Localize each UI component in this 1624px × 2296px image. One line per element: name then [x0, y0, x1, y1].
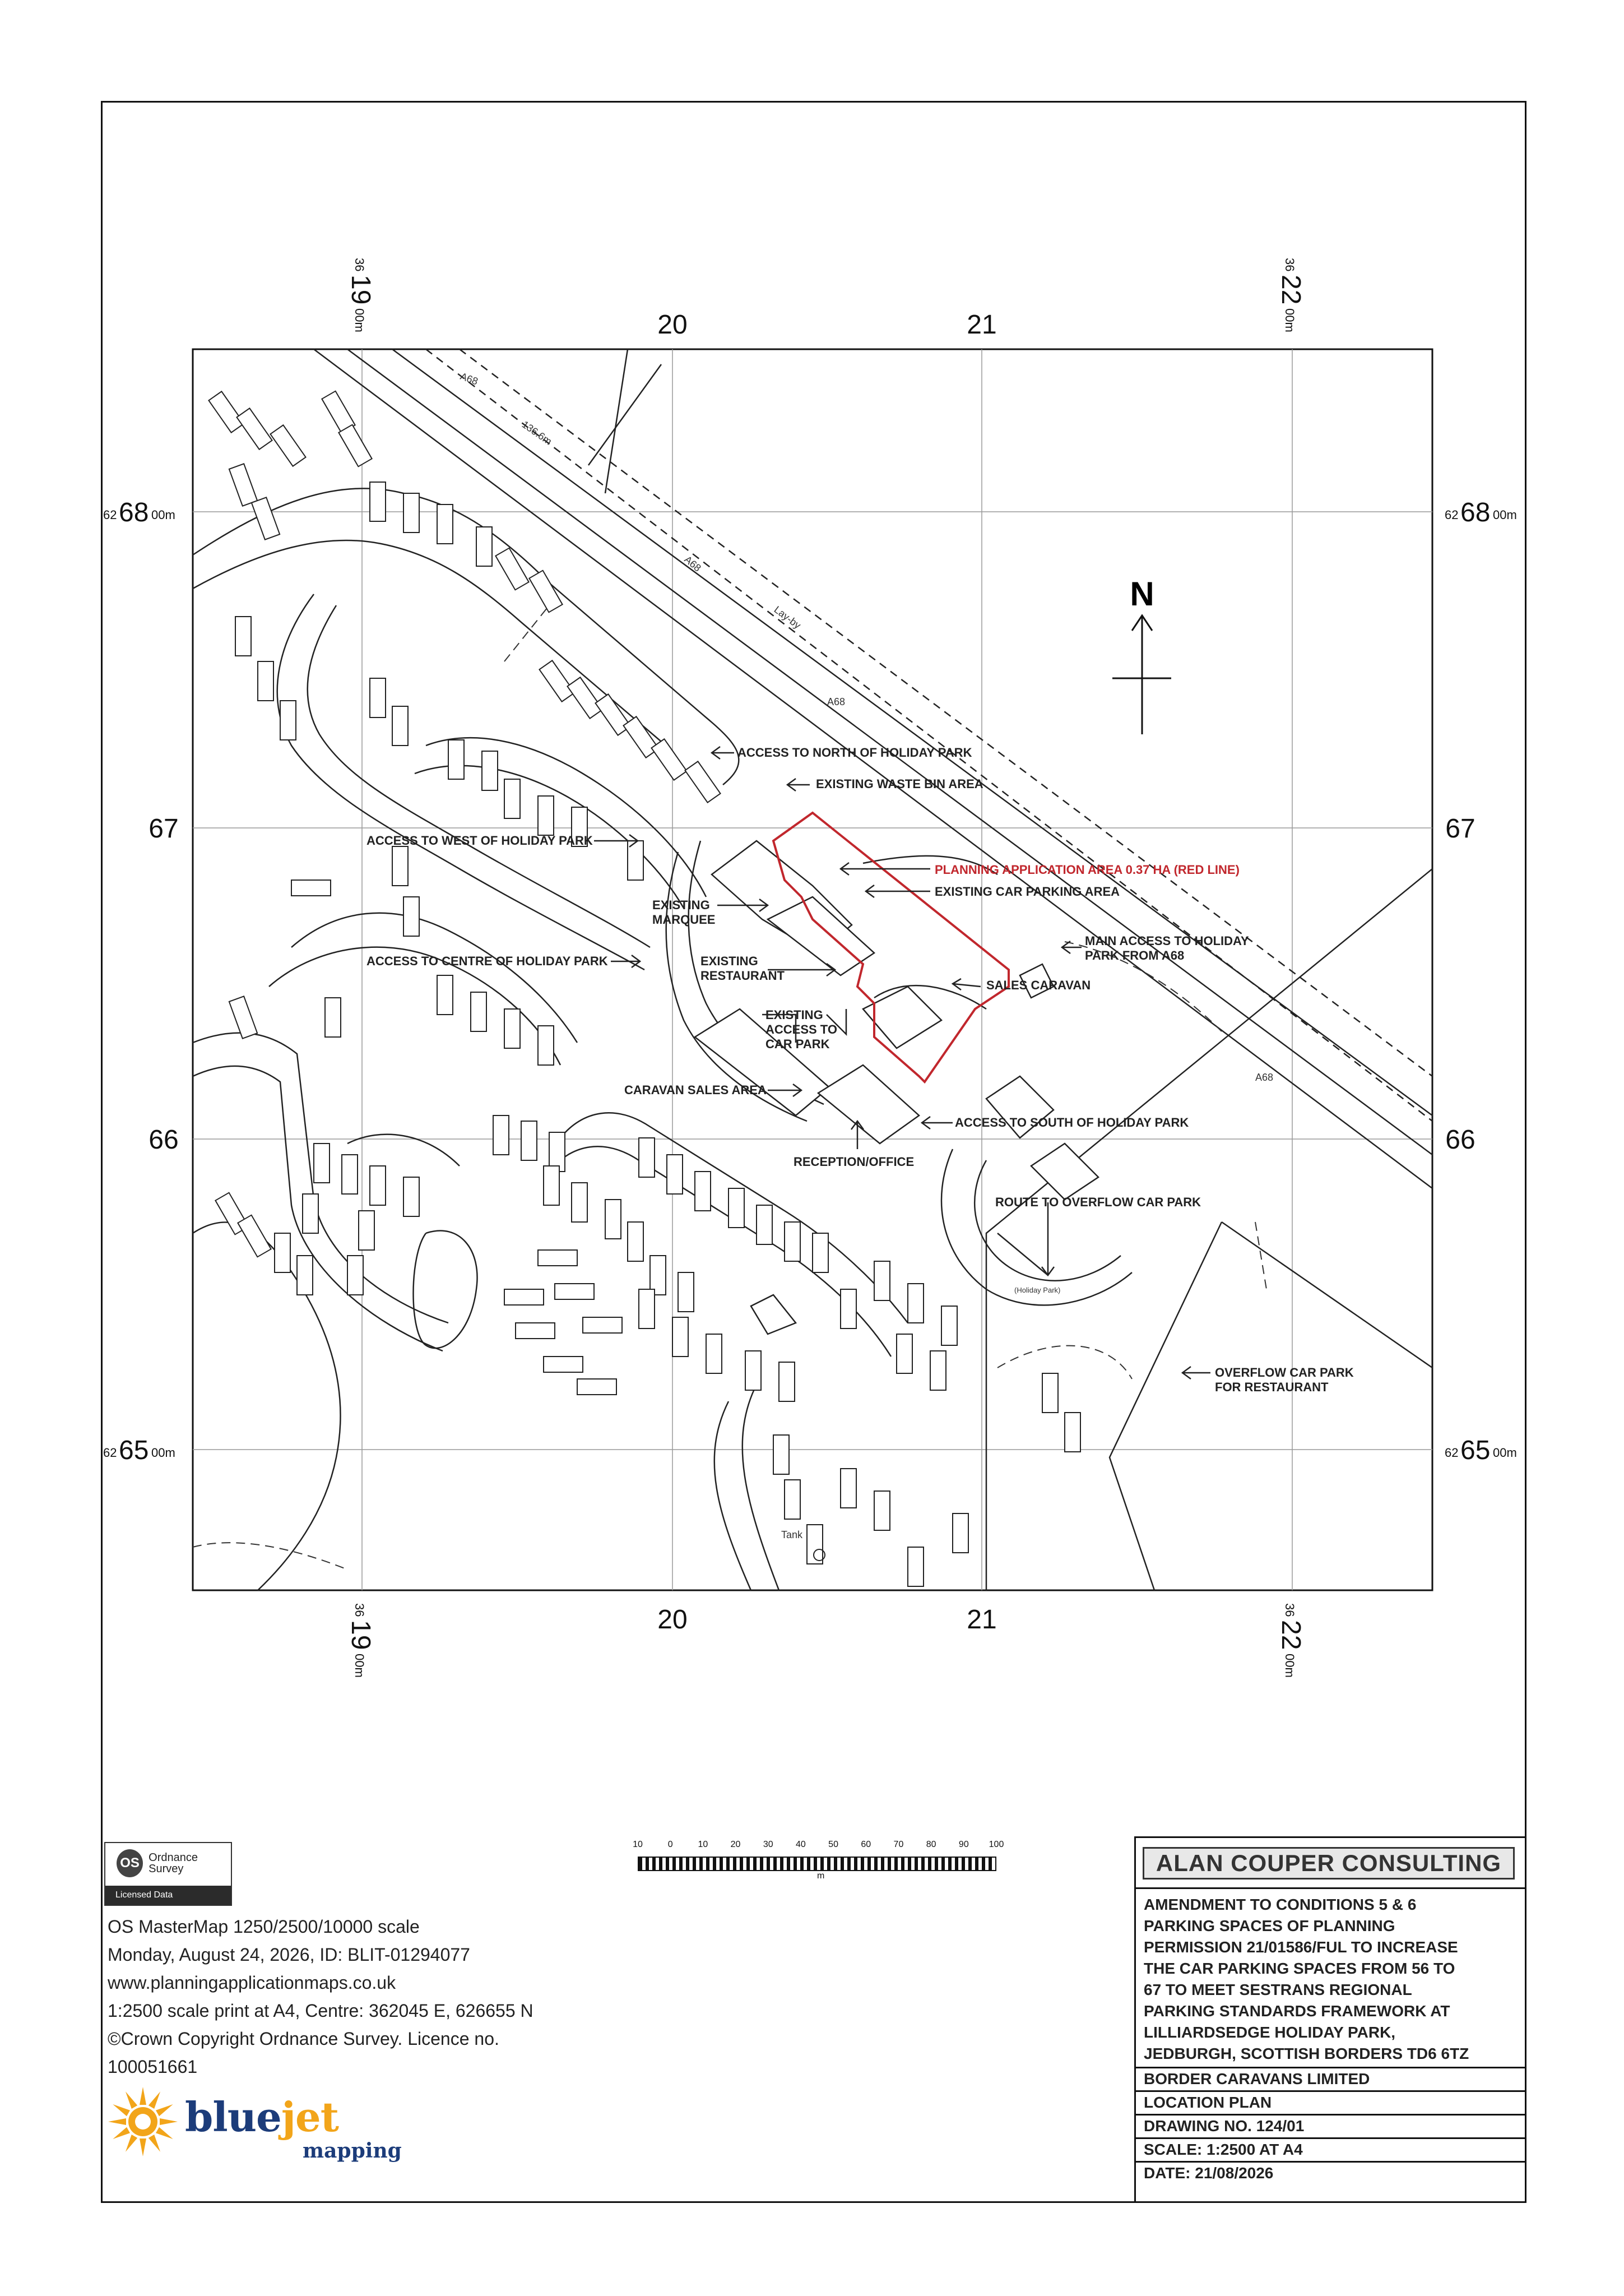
divider	[1136, 2114, 1525, 2116]
sunburst-icon	[106, 2085, 179, 2158]
divider	[1136, 2137, 1525, 2139]
svg-text:66: 66	[1445, 1125, 1475, 1155]
scale-tick-label: 20	[730, 1840, 741, 1849]
drawing-scale: SCALE: 1:2500 AT A4	[1144, 2141, 1303, 2158]
svg-text:00m: 00m	[151, 1446, 175, 1460]
grid-label-bottom-20: 20	[657, 1605, 688, 1635]
svg-text:67: 67	[149, 814, 179, 844]
annotation-access-south: ACCESS TO SOUTH OF HOLIDAY PARK	[955, 1115, 1189, 1130]
easting-label-top-right	[1276, 258, 1306, 332]
scale-tick-label: 0	[667, 1840, 673, 1849]
footer-credits-panel	[101, 1836, 572, 2203]
annotation-route-overflow: ROUTE TO OVERFLOW CAR PARK	[995, 1195, 1201, 1209]
annotation-reception: RECEPTION/OFFICE	[794, 1155, 915, 1169]
scale-bar-ticks	[628, 1840, 1004, 1855]
annotation-existing-car-parking: EXISTING CAR PARKING AREA	[935, 885, 1120, 899]
scale-tick-label: 50	[828, 1840, 838, 1849]
description-line: PERMISSION 21/01586/FUL TO INCREASE	[1144, 1938, 1458, 1956]
scale-tick-label: 40	[796, 1840, 806, 1849]
svg-text:N: N	[1130, 575, 1154, 613]
description-line: PARKING SPACES OF PLANNING	[1144, 1917, 1395, 1934]
grid-label-top-20: 20	[657, 310, 688, 340]
road-label-a68: A68	[682, 553, 703, 574]
annotation-caravan-sales: CARAVAN SALES AREA	[624, 1083, 767, 1097]
svg-text:19: 19	[346, 275, 375, 305]
svg-text:62: 62	[1445, 508, 1459, 522]
svg-text:62: 62	[1445, 1446, 1459, 1460]
svg-text:65: 65	[119, 1436, 149, 1465]
scale-tick-label: 30	[763, 1840, 773, 1849]
scale-bar-unit: m	[817, 1871, 825, 1881]
spot-height-label: 136.6m	[519, 418, 554, 447]
scale-tick-label: 90	[958, 1840, 969, 1849]
credits-text	[108, 1913, 567, 2081]
annotation-sales-caravan: SALES CARAVAN	[986, 978, 1091, 992]
holiday-park-label: (Holiday Park)	[1014, 1286, 1061, 1294]
annotation-overflow-car-park: OVERFLOW CAR PARK	[1215, 1365, 1354, 1380]
annotation-main-access: MAIN ACCESS TO HOLIDAY	[1085, 934, 1249, 948]
svg-text:00m: 00m	[352, 1654, 366, 1678]
scale-bar-graphic	[638, 1857, 996, 1871]
svg-text:36: 36	[1283, 258, 1297, 272]
bluejet-logo	[106, 2083, 402, 2163]
easting-label-bottom-left	[346, 1603, 375, 1678]
svg-text:62: 62	[103, 1446, 117, 1460]
os-logo-word: Ordnance Survey	[149, 1851, 198, 1875]
description-line: LILLIARDSEDGE HOLIDAY PARK,	[1144, 2024, 1396, 2041]
svg-text:62: 62	[103, 508, 117, 522]
scale-tick-label: 60	[861, 1840, 871, 1849]
annotation-access-north: ACCESS TO NORTH OF HOLIDAY PARK	[737, 746, 972, 760]
annotation-existing-marquee: MARQUEE	[652, 913, 716, 927]
drawing-date: DATE: 21/08/2026	[1144, 2164, 1274, 2182]
svg-text:00m: 00m	[1493, 1446, 1517, 1460]
scale-tick-label: 70	[893, 1840, 904, 1849]
annotation-existing-access: CAR PARK	[765, 1037, 830, 1051]
scale-tick-label: 10	[633, 1840, 643, 1849]
annotation-overflow-car-park: FOR RESTAURANT	[1215, 1380, 1329, 1394]
svg-text:67: 67	[1445, 814, 1475, 844]
svg-text:36: 36	[1283, 1603, 1297, 1617]
svg-text:00m: 00m	[1493, 508, 1517, 522]
annotation-access-west: ACCESS TO WEST OF HOLIDAY PARK	[366, 834, 593, 848]
client-name: BORDER CARAVANS LIMITED	[1144, 2070, 1370, 2087]
description-line: AMENDMENT TO CONDITIONS 5 & 6	[1144, 1896, 1417, 1913]
svg-text:36: 36	[352, 1603, 366, 1617]
project-description	[1144, 1894, 1520, 2064]
divider	[1136, 2090, 1525, 2092]
credit-line: 100051661	[108, 2057, 198, 2077]
layby-label: Lay-by	[772, 604, 803, 631]
annotation-waste-bin: EXISTING WASTE BIN AREA	[816, 777, 983, 791]
svg-text:68: 68	[119, 498, 149, 527]
scale-tick-label: 80	[926, 1840, 936, 1849]
description-line: JEDBURGH, SCOTTISH BORDERS TD6 6TZ	[1144, 2045, 1469, 2062]
credit-line: Monday, August 24, 2026, ID: BLIT-01294077	[108, 1945, 470, 1965]
svg-text:00m: 00m	[1283, 308, 1297, 332]
company-name: ALAN COUPER CONSULTING	[1143, 1847, 1515, 1880]
description-line: 67 TO MEET SESTRANS REGIONAL	[1144, 1981, 1412, 1998]
grid-label-top-21: 21	[967, 310, 997, 340]
svg-text:00m: 00m	[1283, 1654, 1297, 1678]
grid-label-bottom-21: 21	[967, 1605, 997, 1635]
ordnance-survey-logo	[104, 1842, 232, 1906]
road-label-a68: A68	[827, 696, 846, 707]
annotation-existing-restaurant: EXISTING	[700, 954, 758, 968]
credit-line: 1:2500 scale print at A4, Centre: 362045 E, 626655 N	[108, 2001, 533, 2021]
svg-text:00m: 00m	[151, 508, 175, 522]
svg-text:66: 66	[149, 1125, 179, 1155]
drawing-type: LOCATION PLAN	[1144, 2094, 1272, 2111]
svg-text:65: 65	[1460, 1436, 1491, 1465]
annotation-existing-access: ACCESS TO	[765, 1022, 837, 1036]
credit-line: ©Crown Copyright Ordnance Survey. Licence no.	[108, 2029, 499, 2049]
svg-text:22: 22	[1276, 1620, 1306, 1650]
svg-text:68: 68	[1460, 498, 1491, 527]
easting-label-top-left	[346, 258, 375, 332]
credit-line: OS MasterMap 1250/2500/10000 scale	[108, 1917, 420, 1937]
easting-label-bottom-right	[1276, 1603, 1306, 1678]
title-block	[1134, 1836, 1526, 2203]
annotation-main-access: PARK FROM A68	[1085, 948, 1185, 962]
drawing-number: DRAWING NO. 124/01	[1144, 2117, 1305, 2135]
annotation-existing-access: EXISTING	[765, 1008, 823, 1022]
road-label-a68: A68	[1255, 1072, 1274, 1083]
divider	[1136, 2161, 1525, 2163]
scale-bar	[628, 1840, 1009, 1885]
svg-text:19: 19	[346, 1620, 375, 1650]
tank-label: Tank	[781, 1529, 803, 1540]
road-label-a68: A68	[458, 370, 480, 387]
scale-tick-label: 10	[698, 1840, 708, 1849]
scale-tick-label: 100	[989, 1840, 1004, 1849]
divider	[1136, 1887, 1525, 1889]
bluejet-word-jet: jet	[281, 2093, 338, 2141]
svg-text:36: 36	[352, 258, 366, 272]
svg-text:22: 22	[1276, 275, 1306, 305]
divider	[1136, 2067, 1525, 2068]
description-line: PARKING STANDARDS FRAMEWORK AT	[1144, 2002, 1450, 2020]
credit-link[interactable]: www.planningapplicationmaps.co.uk	[108, 1973, 396, 1993]
description-line: THE CAR PARKING SPACES FROM 56 TO	[1144, 1960, 1455, 1977]
os-licensed-label: Licensed Data	[105, 1886, 231, 1905]
northing-labels-left	[103, 498, 179, 1465]
svg-text:00m: 00m	[352, 308, 366, 332]
bluejet-word-blue: blue	[185, 2093, 281, 2141]
annotation-existing-restaurant: RESTAURANT	[700, 969, 785, 983]
bluejet-mapping: mapping	[303, 2139, 402, 2163]
northing-labels-right	[1445, 498, 1517, 1465]
annotation-existing-marquee: EXISTING	[652, 898, 710, 912]
annotation-planning-area: PLANNING APPLICATION AREA 0.37 HA (RED LINE)	[935, 863, 1240, 877]
annotation-access-centre: ACCESS TO CENTRE OF HOLIDAY PARK	[366, 954, 608, 968]
os-logo-icon: OS	[117, 1849, 143, 1877]
